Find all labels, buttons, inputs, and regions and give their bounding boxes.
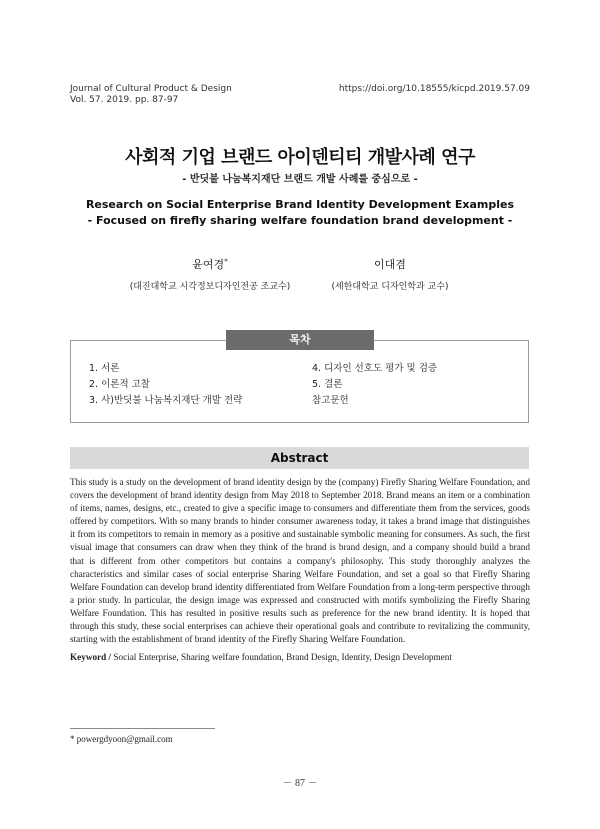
author-email[interactable]: powergdyoon@gmail.com xyxy=(76,734,173,744)
journal-volume: Vol. 57. 2019. pp. 87-97 xyxy=(70,95,179,105)
author-affiliation: (대진대학교 시각정보디자인전공 조교수) xyxy=(129,282,291,292)
toc-item: 참고문헌 xyxy=(312,395,349,406)
corresponding-author-mark: * xyxy=(224,257,228,266)
author-block xyxy=(110,256,310,292)
paper-subtitle-english: - Focused on firefly sharing welfare foundation brand development - xyxy=(87,214,513,227)
footnote xyxy=(70,734,173,744)
author-name: 이대겸 xyxy=(374,258,406,271)
paper-title-english: Research on Social Enterprise Brand Identity Development Examples xyxy=(85,198,515,211)
paper-title-korean: 사회적 기업 브랜드 아이덴티티 개발사례 연구 xyxy=(125,147,475,168)
toc-column-left xyxy=(89,361,242,409)
toc-item: 3. 사)반딧불 나눔복지재단 개발 전략 xyxy=(89,395,243,406)
paper-subtitle-korean: - 반딧불 나눔복지재단 브랜드 개발 사례를 중심으로 - xyxy=(182,174,418,185)
toc-column-right xyxy=(312,361,437,409)
footnote-mark: * xyxy=(70,734,75,744)
abstract-heading: Abstract xyxy=(70,447,529,469)
toc-item: 2. 이론적 고찰 xyxy=(89,379,150,390)
keywords-label: Keyword / xyxy=(70,652,112,662)
journal-header xyxy=(70,84,232,106)
toc-item: 1. 서론 xyxy=(89,363,120,374)
toc-heading: 목차 xyxy=(226,330,374,350)
toc-item: 5. 결론 xyxy=(312,379,343,390)
author-affiliation: (세한대학교 디자인학과 교수) xyxy=(331,282,449,292)
keywords-text: Social Enterprise, Sharing welfare foundation, Brand Design, Identity, Design Development xyxy=(113,652,452,662)
author-name: 윤여경* xyxy=(192,257,228,271)
author-block xyxy=(290,256,490,292)
doi-link[interactable]: https://doi.org/10.18555/kicpd.2019.57.09 xyxy=(338,84,530,94)
toc-item: 4. 디자인 선호도 평가 및 검증 xyxy=(312,363,438,374)
footnote-divider xyxy=(70,728,215,729)
abstract-text: This study is a study on the development of brand identity design by the (company) Firefly Sharing Welfare Foundation, and covers the development of brand identity design from May 2018 to September 2018. Brand means an item or a combination of items, names, designs, etc., created to give a specific image to consumers and differentiate them from the services, goods offered by competitors. With so many brands to hinder consumer awareness today, it takes a brand image that distinguishes it from its competitors to remain in memory as a positive and sustainable symbolic meaning for consumers. As such, the first visual image that consumers can draw when they think of the brand is brand design, and a company should build a brand that is different from other competitors but contains a company's philosophy. This study thoroughly analyzes the characteristics and similar cases of social enterprise Sharing Welfare Foundation, and set a goal so that Firefly Sharing Welfare Foundation can develop brand identity differentiated from Welfare Foundation from a long-term perspective through a prior study. In particular, the design image was expressed and constructed with motifs symbolizing the Firefly Sharing Welfare Foundation. This has resulted in positive results such as preference for the new brand identity. It is hoped that through this study, these social enterprises can achieve their operational goals and contribute to revitalizing the community, starting with the establishment of brand identity of the Firefly Sharing Welfare Foundation. xyxy=(70,477,530,645)
keywords-line xyxy=(70,652,530,662)
journal-name: Journal of Cultural Product & Design xyxy=(70,84,232,94)
page-number: － 87 － xyxy=(282,778,318,789)
